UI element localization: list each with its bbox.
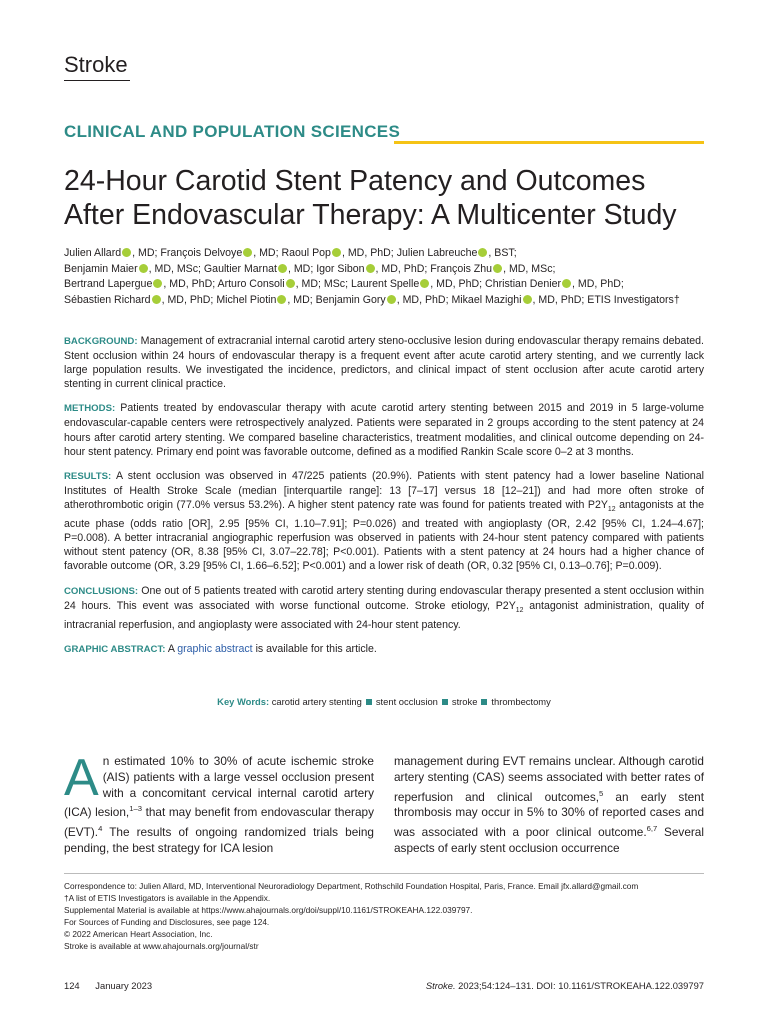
orcid-icon[interactable] <box>387 295 396 304</box>
square-bullet-icon <box>442 699 448 705</box>
abstract-heading: GRAPHIC ABSTRACT: <box>64 643 166 655</box>
body-column-right <box>394 754 704 857</box>
author-name: , MD, PhD; Michel Piotin <box>161 293 277 306</box>
orcid-icon[interactable] <box>523 295 532 304</box>
orcid-icon[interactable] <box>420 279 429 288</box>
author-name: , MD, PhD; François Zhu <box>375 262 493 275</box>
author-name: , MD; Igor Sibon <box>287 262 365 275</box>
author-name: Julien Allard <box>64 247 122 259</box>
body-column-left <box>64 749 374 857</box>
author-name: Sébastien Richard <box>64 293 151 306</box>
orcid-icon[interactable] <box>562 279 571 288</box>
article-title <box>64 164 724 232</box>
abstract-graphic <box>64 642 704 657</box>
title-line-1: 24-Hour Carotid Stent Patency and Outcomes <box>64 165 646 197</box>
abstract-text: A <box>167 642 178 655</box>
orcid-icon[interactable] <box>153 279 162 288</box>
page-number: 124 <box>64 980 80 991</box>
citation-ref[interactable]: 5 <box>599 788 604 798</box>
section-rule <box>394 141 704 144</box>
orcid-icon[interactable] <box>278 264 287 273</box>
title-line-2: After Endovascular Therapy: A Multicenter Study <box>64 199 677 231</box>
orcid-icon[interactable] <box>493 264 502 273</box>
abstract-text: A stent occlusion was observed in 47/225 patients (20.9%). Patients with stent patency had a lower baseline National Institutes of Health Stroke Scale (median [interquartile range]: 13 [7–17] versus 18 [12–21]) and had more often stroke of atherothrombotic origin (77.0% versus 53.2%). A higher stent patency rate was found for patients treated with P2Y <box>64 469 704 511</box>
author-name: , MD; François Delvoye <box>132 247 243 259</box>
body-text-run: an early stent thrombosis may occur in 5% to 30% of reported cases and was associated with a poor clinical outcome. <box>394 789 704 840</box>
journal-name: Stroke <box>64 52 128 77</box>
drop-cap: A <box>64 749 99 807</box>
body-text-run: The results of ongoing randomized trials being pending, the best strategy for ICA lesion <box>64 825 374 855</box>
citation-ref[interactable]: 1–3 <box>129 804 142 814</box>
copyright-note: © 2022 American Heart Association, Inc. <box>64 929 213 939</box>
abstract-heading: METHODS: <box>64 403 116 415</box>
orcid-icon[interactable] <box>332 248 341 257</box>
supplemental-note: Supplemental Material is available at https://www.ahajournals.org/doi/suppl/10.1161/STROKEAHA.122.039797. <box>64 905 473 915</box>
abstract-results <box>64 469 704 574</box>
author-name: Bertrand Lapergue <box>64 278 153 291</box>
abstract-text: Patients treated by endovascular therapy with acute carotid artery stenting between 2015 and 2019 in 5 large-volume endovascular-capable centers were retrospectively analyzed. Patients were separated in 2 groups according to the stent patency at 24 hours after carotid artery stenting. We compared baseline characteristics, treatment modalities, and clinical outcome depending on 24-hour stent patency. Primary end point was favorable outcome, defined as a modified Rankin Scale score 0–2 at 3 months. <box>64 402 704 458</box>
footer-left <box>64 980 152 991</box>
author-name: , MD; Benjamin Gory <box>287 293 386 306</box>
funding-note: For Sources of Funding and Disclosures, see page 124. <box>64 917 270 927</box>
availability-note: Stroke is available at www.ahajournals.org/journal/str <box>64 941 259 951</box>
square-bullet-icon <box>366 699 372 705</box>
correspondence-note: Correspondence to: Julien Allard, MD, Interventional Neuroradiology Department, Rothschild Foundation Hospital, Paris, France. Email jfx.allard@gmail.com <box>64 881 639 891</box>
author-name: , MD, PhD; Christian Denier <box>430 278 561 291</box>
subscript: 12 <box>607 506 616 514</box>
abstract <box>64 334 704 667</box>
orcid-icon[interactable] <box>243 248 252 257</box>
body-text-run: management during EVT remains unclear. Although carotid artery stenting (CAS) seems associated with better rates of reperfusion and clinical outcomes, <box>394 754 704 804</box>
section-label: CLINICAL AND POPULATION SCIENCES <box>64 122 401 141</box>
orcid-icon[interactable] <box>366 264 375 273</box>
keywords-label: Key Words: <box>217 696 270 707</box>
abstract-background <box>64 334 704 391</box>
subscript: 12 <box>515 606 524 614</box>
author-name: , MD; Raoul Pop <box>253 247 331 259</box>
abstract-text: is available for this article. <box>252 642 377 655</box>
orcid-icon[interactable] <box>139 264 148 273</box>
author-name: , BST; <box>488 247 517 259</box>
footer-citation <box>426 980 704 991</box>
abstract-text: Management of extracranial internal carotid artery steno-occlusive lesion during endovascular therapy remains debated. Stent occlusion within 24 hours of endovascular therapy is a frequent event after acute carotid artery stenting, and we currently lack large population results. We investigated the incidence, predictors, and clinical impact of stent occlusion after acute carotid artery stenting in current clinical practice. <box>64 335 704 391</box>
body-text-run: n estimated 10% to 30% of acute ischemic stroke (AIS) patients with a large vessel occlusion present with a concomitant cervical internal carotid artery (ICA) lesion, <box>64 754 374 820</box>
orcid-icon[interactable] <box>152 295 161 304</box>
keyword: stent occlusion <box>375 696 438 707</box>
body-text-run: that may benefit from endovascular therapy (EVT). <box>64 805 374 840</box>
footnotes <box>64 880 704 952</box>
author-name: , MD, MSc; Gaultier Marnat <box>148 262 277 275</box>
abstract-heading: RESULTS: <box>64 470 112 482</box>
journal-underline <box>64 80 130 81</box>
citation-text: 2023;54:124–131. DOI: 10.1161/STROKEAHA.122.039797 <box>455 980 704 991</box>
citation-journal: Stroke. <box>425 980 456 991</box>
orcid-icon[interactable] <box>122 248 131 257</box>
abstract-text: antagonists at the acute phase (odds ratio [OR], 2.95 [95% CI, 1.10–7.91]; P=0.026) and treated with angioplasty (OR, 2.42 [95% CI, 1.24–4.67]; P=0.008). A better intracranial angiographic reperfusion was observed in patients with 24-hour stent patency compared with patients without stent patency (OR, 8.38 [95% CI, 3.07–22.78]; P<0.001). Patients with a stent patency at 24 hours had a higher chance of favorable outcome (OR, 3.29 [95% CI, 1.66–6.52]; P<0.001) and a lower risk of death (OR, 0.32 [95% CI, 0.13–0.76]; P=0.009). <box>64 498 704 573</box>
author-name: , MD, PhD; <box>572 278 624 291</box>
keywords <box>64 696 704 707</box>
abstract-conclusions <box>64 584 704 632</box>
abstract-heading: BACKGROUND: <box>64 336 138 347</box>
issue-date: January 2023 <box>95 980 153 991</box>
keyword: carotid artery stenting <box>271 696 362 707</box>
keyword: stroke <box>451 696 478 707</box>
author-name: , MD, PhD; ETIS Investigators† <box>532 293 680 306</box>
abstract-text: antagonist administration, quality of intracranial reperfusion, and angioplasty were associated with 24-hour stent patency. <box>64 599 705 631</box>
author-name: , MD, PhD; Mikael Mazighi <box>396 293 522 306</box>
keyword: thrombectomy <box>491 696 551 707</box>
footnote-divider <box>64 873 704 874</box>
square-bullet-icon <box>481 699 487 705</box>
orcid-icon[interactable] <box>286 279 295 288</box>
citation-ref[interactable]: 6,7 <box>646 824 658 834</box>
abstract-text: One out of 5 patients treated with carotid artery stenting during endovascular therapy presented a stent occlusion within 24 hours. This event was associated with worse functional outcome. Stroke etiology, P2Y <box>64 584 704 612</box>
orcid-icon[interactable] <box>277 295 286 304</box>
abstract-heading: CONCLUSIONS: <box>64 585 139 597</box>
graphic-abstract-link[interactable]: graphic abstract <box>177 642 253 655</box>
author-name: , MD, MSc; <box>503 262 556 275</box>
author-list <box>64 246 724 308</box>
orcid-icon[interactable] <box>478 248 487 257</box>
author-name: , MD, PhD; Julien Labreuche <box>341 247 478 259</box>
body-text <box>64 749 704 857</box>
author-name: Benjamin Maier <box>64 262 138 275</box>
investigators-note: †A list of ETIS Investigators is available in the Appendix. <box>64 893 271 903</box>
citation-ref[interactable]: 4 <box>98 824 103 834</box>
abstract-methods <box>64 401 704 458</box>
page-footer <box>64 980 704 991</box>
author-name: , MD; MSc; Laurent Spelle <box>295 278 420 291</box>
author-name: , MD, PhD; Arturo Consoli <box>163 278 285 291</box>
body-text-run: Several aspects of early stent occlusion occurrence <box>394 825 704 855</box>
